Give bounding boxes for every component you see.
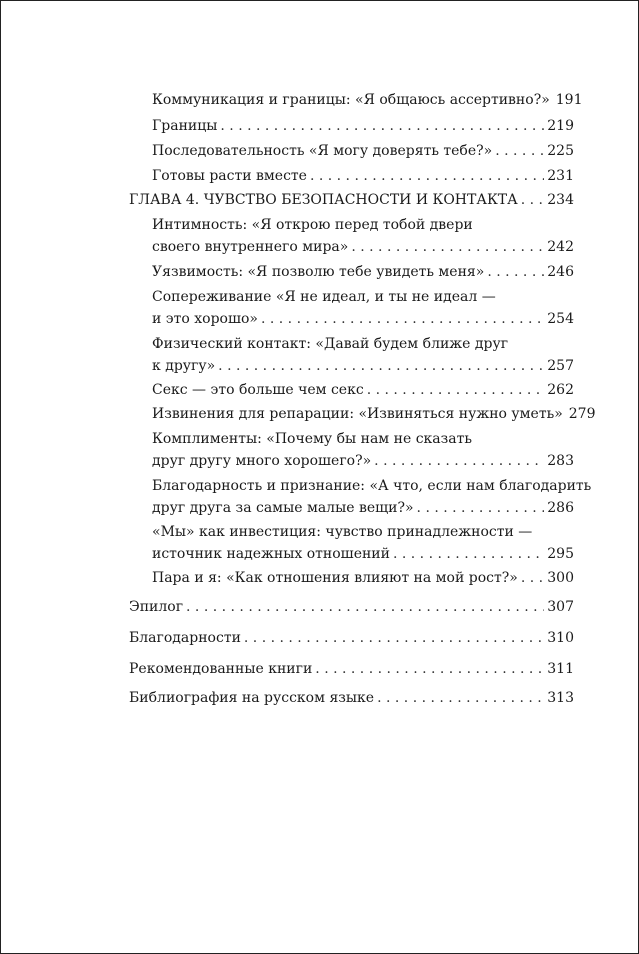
toc-entry-title-line: Интимность: «Я открою перед тобой двери: [152, 217, 473, 233]
dot-leader: [377, 687, 544, 709]
dot-leader: [310, 165, 544, 187]
toc-entry: [129, 140, 574, 162]
toc-entry-title: Коммуникация и границы: «Я общаюсь ассертивно?»: [152, 92, 550, 108]
dot-leader: [521, 567, 544, 589]
toc-page-number: 300: [547, 570, 574, 586]
toc-page-number: 283: [547, 453, 574, 469]
toc-page-number: 313: [547, 690, 574, 706]
toc-entry: [129, 115, 574, 137]
toc-entry-title: Библиография на русском языке: [129, 690, 375, 706]
toc-entry-title: своего внутреннего мира»: [152, 239, 349, 255]
toc-entry: [129, 475, 592, 519]
toc-entry-title: ГЛАВА 4. ЧУВСТВО БЕЗОПАСНОСТИ И КОНТАКТА: [129, 192, 518, 208]
toc-entry: [129, 379, 574, 401]
toc-entry: [129, 428, 574, 472]
toc-entry: [129, 214, 574, 258]
toc-entry-title: Границы: [152, 118, 218, 134]
toc-entry-title: Последовательность «Я могу доверять тебе?»: [152, 143, 493, 159]
toc-page-number: 286: [547, 500, 574, 516]
toc-entry: [129, 165, 574, 187]
dot-leader: [487, 261, 544, 283]
toc-page-number: 310: [547, 630, 574, 646]
toc-page-number: 254: [547, 311, 574, 327]
toc-entry-title-line: «Мы» как инвестиция: чувство принадлежности —: [152, 524, 533, 540]
toc-entry-title: Благодарности: [129, 630, 241, 646]
toc-entry: [129, 567, 574, 589]
toc-chapter-entry: [129, 189, 574, 211]
dot-leader: [367, 379, 545, 401]
toc-page-number: 242: [547, 239, 574, 255]
dot-leader: [521, 189, 545, 211]
toc-entry: [129, 687, 574, 709]
toc-page-number: 295: [547, 546, 574, 562]
toc-entry-title: Извинения для репарации: «Извиняться нужно уметь»: [152, 406, 563, 422]
toc-page-number: 234: [547, 192, 574, 208]
dot-leader: [261, 308, 544, 330]
dot-leader: [220, 115, 544, 137]
toc-entry: [129, 333, 574, 377]
toc-entry-title-line: Физический контакт: «Давай будем ближе друг: [152, 336, 509, 352]
toc-page-number: 219: [547, 118, 574, 134]
toc-entry-title-line: Сопереживание «Я не идеал, и ты не идеал —: [152, 289, 496, 305]
dot-leader: [374, 450, 544, 472]
toc-entry: [129, 261, 574, 283]
toc-page-number: 225: [547, 143, 574, 159]
toc-entry-title: друг друга за самые малые вещи?»: [152, 500, 414, 516]
toc-page-number: 262: [547, 382, 574, 398]
toc-entry-title: и это хорошо»: [152, 311, 258, 327]
toc-entry-title: Пара и я: «Как отношения влияют на мой рост?»: [152, 570, 518, 586]
toc-entry: [129, 403, 596, 425]
toc-entry-title: Эпилог: [129, 599, 184, 615]
toc-page-number: 279: [568, 406, 596, 422]
toc-entry: [129, 658, 574, 680]
toc-entry-title: источник надежных отношений: [152, 546, 390, 562]
toc-page-number: 311: [547, 661, 574, 677]
toc-page-number: 307: [547, 599, 574, 615]
dot-leader: [186, 596, 544, 618]
toc-entry-title: друг другу много хорошего?»: [152, 453, 372, 469]
toc-entry: [129, 286, 574, 330]
toc-entry-title-line: Комплименты: «Почему бы нам не сказать: [152, 431, 472, 447]
toc-entry-title-line: Благодарность и признание: «А что, если нам благодарить: [152, 478, 592, 494]
toc-entry-title: к другу»: [152, 358, 216, 374]
toc-entry: [129, 596, 574, 618]
dot-leader: [351, 236, 544, 258]
toc-entry-title: Секс — это больше чем секс: [152, 382, 364, 398]
dot-leader: [218, 355, 544, 377]
dot-leader: [495, 140, 544, 162]
toc-page-number: 231: [547, 168, 574, 184]
toc-entry: [129, 521, 574, 565]
toc-entry: [129, 627, 574, 649]
toc-page-number: 246: [547, 264, 574, 280]
toc-entry-title: Готовы расти вместе: [152, 168, 307, 184]
dot-leader: [315, 658, 544, 680]
dot-leader: [417, 497, 545, 519]
toc-entry-title: Уязвимость: «Я позволю тебе увидеть меня»: [152, 264, 485, 280]
toc-page-number: 191: [555, 92, 583, 108]
toc-page-number: 257: [547, 358, 574, 374]
toc-entry-title: Рекомендованные книги: [129, 661, 313, 677]
toc-entry: [129, 89, 583, 111]
dot-leader: [244, 627, 544, 649]
dot-leader: [393, 543, 544, 565]
